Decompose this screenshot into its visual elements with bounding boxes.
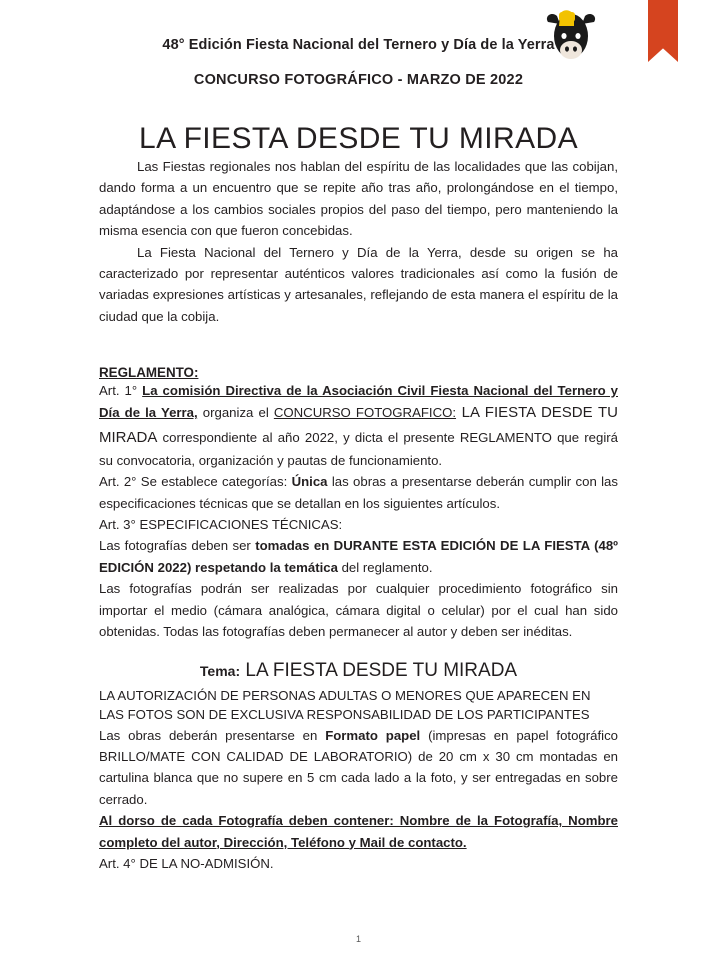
article-2-bold: Única	[291, 474, 328, 490]
cow-head-icon	[540, 6, 602, 68]
article-3	[99, 514, 618, 535]
format-before: Las obras deberán presentarse en	[99, 727, 326, 743]
article-2-after: las obras a presentarse deberán cumplir con las especificaciones técnicas que se detallan en los siguientes artículos.	[99, 474, 618, 511]
article-2	[99, 471, 618, 514]
format-paragraph	[99, 725, 618, 811]
article-3-text: ESPECIFICACIONES TÉCNICAS:	[139, 517, 343, 533]
intro-paragraph-1: Las Fiestas regionales nos hablan del espíritu de las localidades que las cobijan, dando forma a un encuentro que se repite año tras año, prolongándose en el tiempo, adaptándose a los cambios sociales propios del paso del tiempo, pero manteniendo la misma esencia con que fueron concebidas.	[99, 159, 618, 239]
page-title: LA FIESTA DESDE TU MIRADA	[139, 122, 578, 155]
photo-rule	[99, 535, 618, 578]
intro-paragraph-2: La Fiesta Nacional del Ternero y Día de la Yerra, desde su origen se ha caracterizado por representar auténticos valores tradicionales así como la fusión de variadas expresiones artísticas y artesanales, reflejando de esta manera el espíritu de la ciudad que la cobija.	[99, 244, 618, 324]
article-2-label: Art. 2°	[99, 474, 141, 490]
authorization-notice: LA AUTORIZACIÓN DE PERSONAS ADULTAS O MENORES QUE APARECEN EN LAS FOTOS SON DE EXCLUSIVA RESPONSABILIDAD DE LOS PARTICIPANTES	[99, 688, 591, 723]
photo-rule-bold: tomadas en DURANTE ESTA EDICIÓN DE LA FIESTA (48º EDICIÓN 2022) respetando la temática	[99, 538, 618, 575]
article-4-text: DE LA NO-ADMISIÓN.	[139, 855, 274, 871]
back-of-photo-requirements: Al dorso de cada Fotografía deben contener: Nombre de la Fotografía, Nombre completo del autor, Dirección, Teléfono y Mail de contacto.	[99, 813, 618, 850]
format-after: (impresas en papel fotográfico BRILLO/MATE CON CALIDAD DE LABORATORIO) de 20 cm x 30 cm montadas en cartulina blanca que no supere en 5 cm cada lado a la foto, y ser entregadas en sobre cerrado.	[99, 727, 619, 807]
reglamento-heading: REGLAMENTO:	[99, 365, 199, 380]
contest-year: 2022	[490, 72, 524, 88]
photo-rule-before: Las fotografías deben ser	[99, 538, 256, 554]
article-1-underline: CONCURSO FOTOGRAFICO:	[273, 405, 457, 421]
article-4-label: Art. 4°	[99, 855, 140, 871]
article-1-mid: organiza el	[197, 405, 274, 421]
contest-line-prefix: CONCURSO FOTOGRÁFICO - MARZO DE	[193, 72, 491, 88]
ribbon-icon	[648, 0, 678, 62]
photo-rule-after: del reglamento.	[337, 559, 433, 575]
article-2-before: Se establece categorías:	[140, 474, 292, 490]
page-number: 1	[355, 934, 361, 944]
tema-label: Tema:	[199, 663, 241, 680]
tema-line	[99, 660, 618, 682]
article-3-label: Art. 3°	[99, 517, 140, 533]
format-bold: Formato papel	[325, 727, 421, 743]
procedure-paragraph: Las fotografías podrán ser realizadas por cualquier procedimiento fotográfico sin importar el medio (cámara analógica, cámara digital o celular) por el cual han sido obtenidas. Todas las fotografías deben permanecer al autor y deben ser inéditas.	[99, 581, 618, 639]
article-4	[99, 853, 618, 874]
article-1-title: LA FIESTA DESDE TU MIRADA	[99, 404, 618, 446]
edition-line: 48° Edición Fiesta Nacional del Ternero y Día de la Yerra	[162, 37, 555, 53]
article-1	[99, 380, 618, 471]
article-1-tail: correspondiente al año 2022, y dicta el presente REGLAMENTO que regirá su convocatoria, organización y pautas de funcionamiento.	[99, 429, 618, 468]
tema-value: LA FIESTA DESDE TU MIRADA	[240, 660, 518, 682]
article-1-label: Art. 1°	[99, 383, 143, 398]
article-1-bold-underline: La comisión Directiva de la Asociación Civil Fiesta Nacional del Ternero y Día de la Yerra,	[99, 383, 618, 421]
